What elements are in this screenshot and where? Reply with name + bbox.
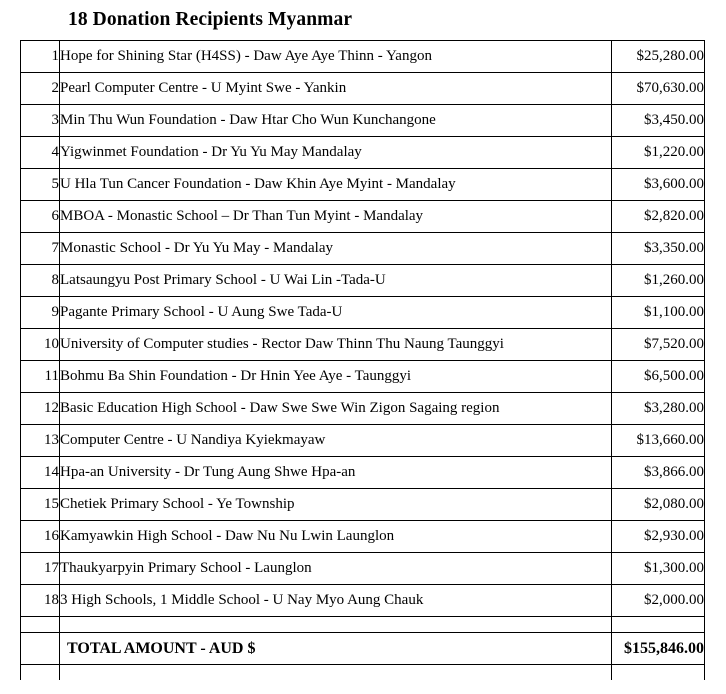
row-number: 9 xyxy=(21,297,60,329)
recipient-name: Thaukyarpyin Primary School - Launglon xyxy=(60,553,612,585)
donation-amount: $70,630.00 xyxy=(612,73,705,105)
row-number: 1 xyxy=(21,41,60,73)
table-row xyxy=(21,169,705,201)
recipient-name: University of Computer studies - Rector Daw Thinn Thu Naung Taunggyi xyxy=(60,329,612,361)
row-number: 3 xyxy=(21,105,60,137)
table-row xyxy=(21,361,705,393)
donation-amount: $7,520.00 xyxy=(612,329,705,361)
recipient-name: Basic Education High School - Daw Swe Swe Win Zigon Sagaing region xyxy=(60,393,612,425)
table-row xyxy=(21,425,705,457)
table-row xyxy=(21,41,705,73)
table-row xyxy=(21,585,705,617)
donation-amount: $3,280.00 xyxy=(612,393,705,425)
donation-amount: $3,350.00 xyxy=(612,233,705,265)
recipient-name: Pearl Computer Centre - U Myint Swe - Yankin xyxy=(60,73,612,105)
donation-amount: $1,300.00 xyxy=(612,553,705,585)
recipient-name: Yigwinmet Foundation - Dr Yu Yu May Mandalay xyxy=(60,137,612,169)
recipient-name: Chetiek Primary School - Ye Township xyxy=(60,489,612,521)
donation-amount: $6,500.00 xyxy=(612,361,705,393)
recipients-table xyxy=(20,40,705,680)
row-number: 4 xyxy=(21,137,60,169)
table-row xyxy=(21,137,705,169)
empty-cell xyxy=(21,633,60,665)
donation-amount: $2,000.00 xyxy=(612,585,705,617)
donation-amount: $13,660.00 xyxy=(612,425,705,457)
row-number: 12 xyxy=(21,393,60,425)
recipient-name: Monastic School - Dr Yu Yu May - Mandalay xyxy=(60,233,612,265)
recipient-name: MBOA - Monastic School – Dr Than Tun Myint - Mandalay xyxy=(60,201,612,233)
donation-amount: $3,600.00 xyxy=(612,169,705,201)
total-amount: $155,846.00 xyxy=(612,633,705,665)
row-number: 5 xyxy=(21,169,60,201)
donation-amount: $2,930.00 xyxy=(612,521,705,553)
table-row xyxy=(21,297,705,329)
empty-cell xyxy=(612,617,705,633)
donation-amount: $2,080.00 xyxy=(612,489,705,521)
recipient-name: Kamyawkin High School - Daw Nu Nu Lwin Launglon xyxy=(60,521,612,553)
empty-cell xyxy=(21,617,60,633)
recipient-name: Hpa-an University - Dr Tung Aung Shwe Hpa-an xyxy=(60,457,612,489)
row-number: 18 xyxy=(21,585,60,617)
table-row xyxy=(21,393,705,425)
row-number: 10 xyxy=(21,329,60,361)
table-row xyxy=(21,105,705,137)
table-row xyxy=(21,201,705,233)
row-number: 7 xyxy=(21,233,60,265)
row-number: 2 xyxy=(21,73,60,105)
row-number: 8 xyxy=(21,265,60,297)
recipient-name: 3 High Schools, 1 Middle School - U Nay Myo Aung Chauk xyxy=(60,585,612,617)
donation-amount: $25,280.00 xyxy=(612,41,705,73)
donation-amount: $1,100.00 xyxy=(612,297,705,329)
row-number: 14 xyxy=(21,457,60,489)
document-title: 18 Donation Recipients Myanmar xyxy=(68,9,353,30)
total-label: TOTAL AMOUNT - AUD $ xyxy=(60,633,612,665)
spacer-row xyxy=(21,665,705,681)
total-row xyxy=(21,633,705,665)
recipient-name: Min Thu Wun Foundation - Daw Htar Cho Wun Kunchangone xyxy=(60,105,612,137)
recipient-name: Hope for Shining Star (H4SS) - Daw Aye Aye Thinn - Yangon xyxy=(60,41,612,73)
table-row xyxy=(21,329,705,361)
recipient-name: U Hla Tun Cancer Foundation - Daw Khin Aye Myint - Mandalay xyxy=(60,169,612,201)
donation-amount: $1,260.00 xyxy=(612,265,705,297)
donation-amount: $2,820.00 xyxy=(612,201,705,233)
row-number: 16 xyxy=(21,521,60,553)
spacer-row xyxy=(21,617,705,633)
row-number: 11 xyxy=(21,361,60,393)
table-row xyxy=(21,73,705,105)
table-row xyxy=(21,553,705,585)
empty-cell xyxy=(60,665,612,681)
table-row xyxy=(21,233,705,265)
recipient-name: Bohmu Ba Shin Foundation - Dr Hnin Yee Aye - Taunggyi xyxy=(60,361,612,393)
table-row xyxy=(21,265,705,297)
empty-cell xyxy=(21,665,60,681)
donation-amount: $3,450.00 xyxy=(612,105,705,137)
empty-cell xyxy=(60,617,612,633)
recipient-name: Latsaungyu Post Primary School - U Wai Lin -Tada-U xyxy=(60,265,612,297)
donation-amount: $3,866.00 xyxy=(612,457,705,489)
row-number: 6 xyxy=(21,201,60,233)
row-number: 13 xyxy=(21,425,60,457)
row-number: 15 xyxy=(21,489,60,521)
empty-cell xyxy=(612,665,705,681)
row-number: 17 xyxy=(21,553,60,585)
table-row xyxy=(21,521,705,553)
recipient-name: Computer Centre - U Nandiya Kyiekmayaw xyxy=(60,425,612,457)
donation-amount: $1,220.00 xyxy=(612,137,705,169)
table-row xyxy=(21,457,705,489)
table-row xyxy=(21,489,705,521)
recipient-name: Pagante Primary School - U Aung Swe Tada-U xyxy=(60,297,612,329)
